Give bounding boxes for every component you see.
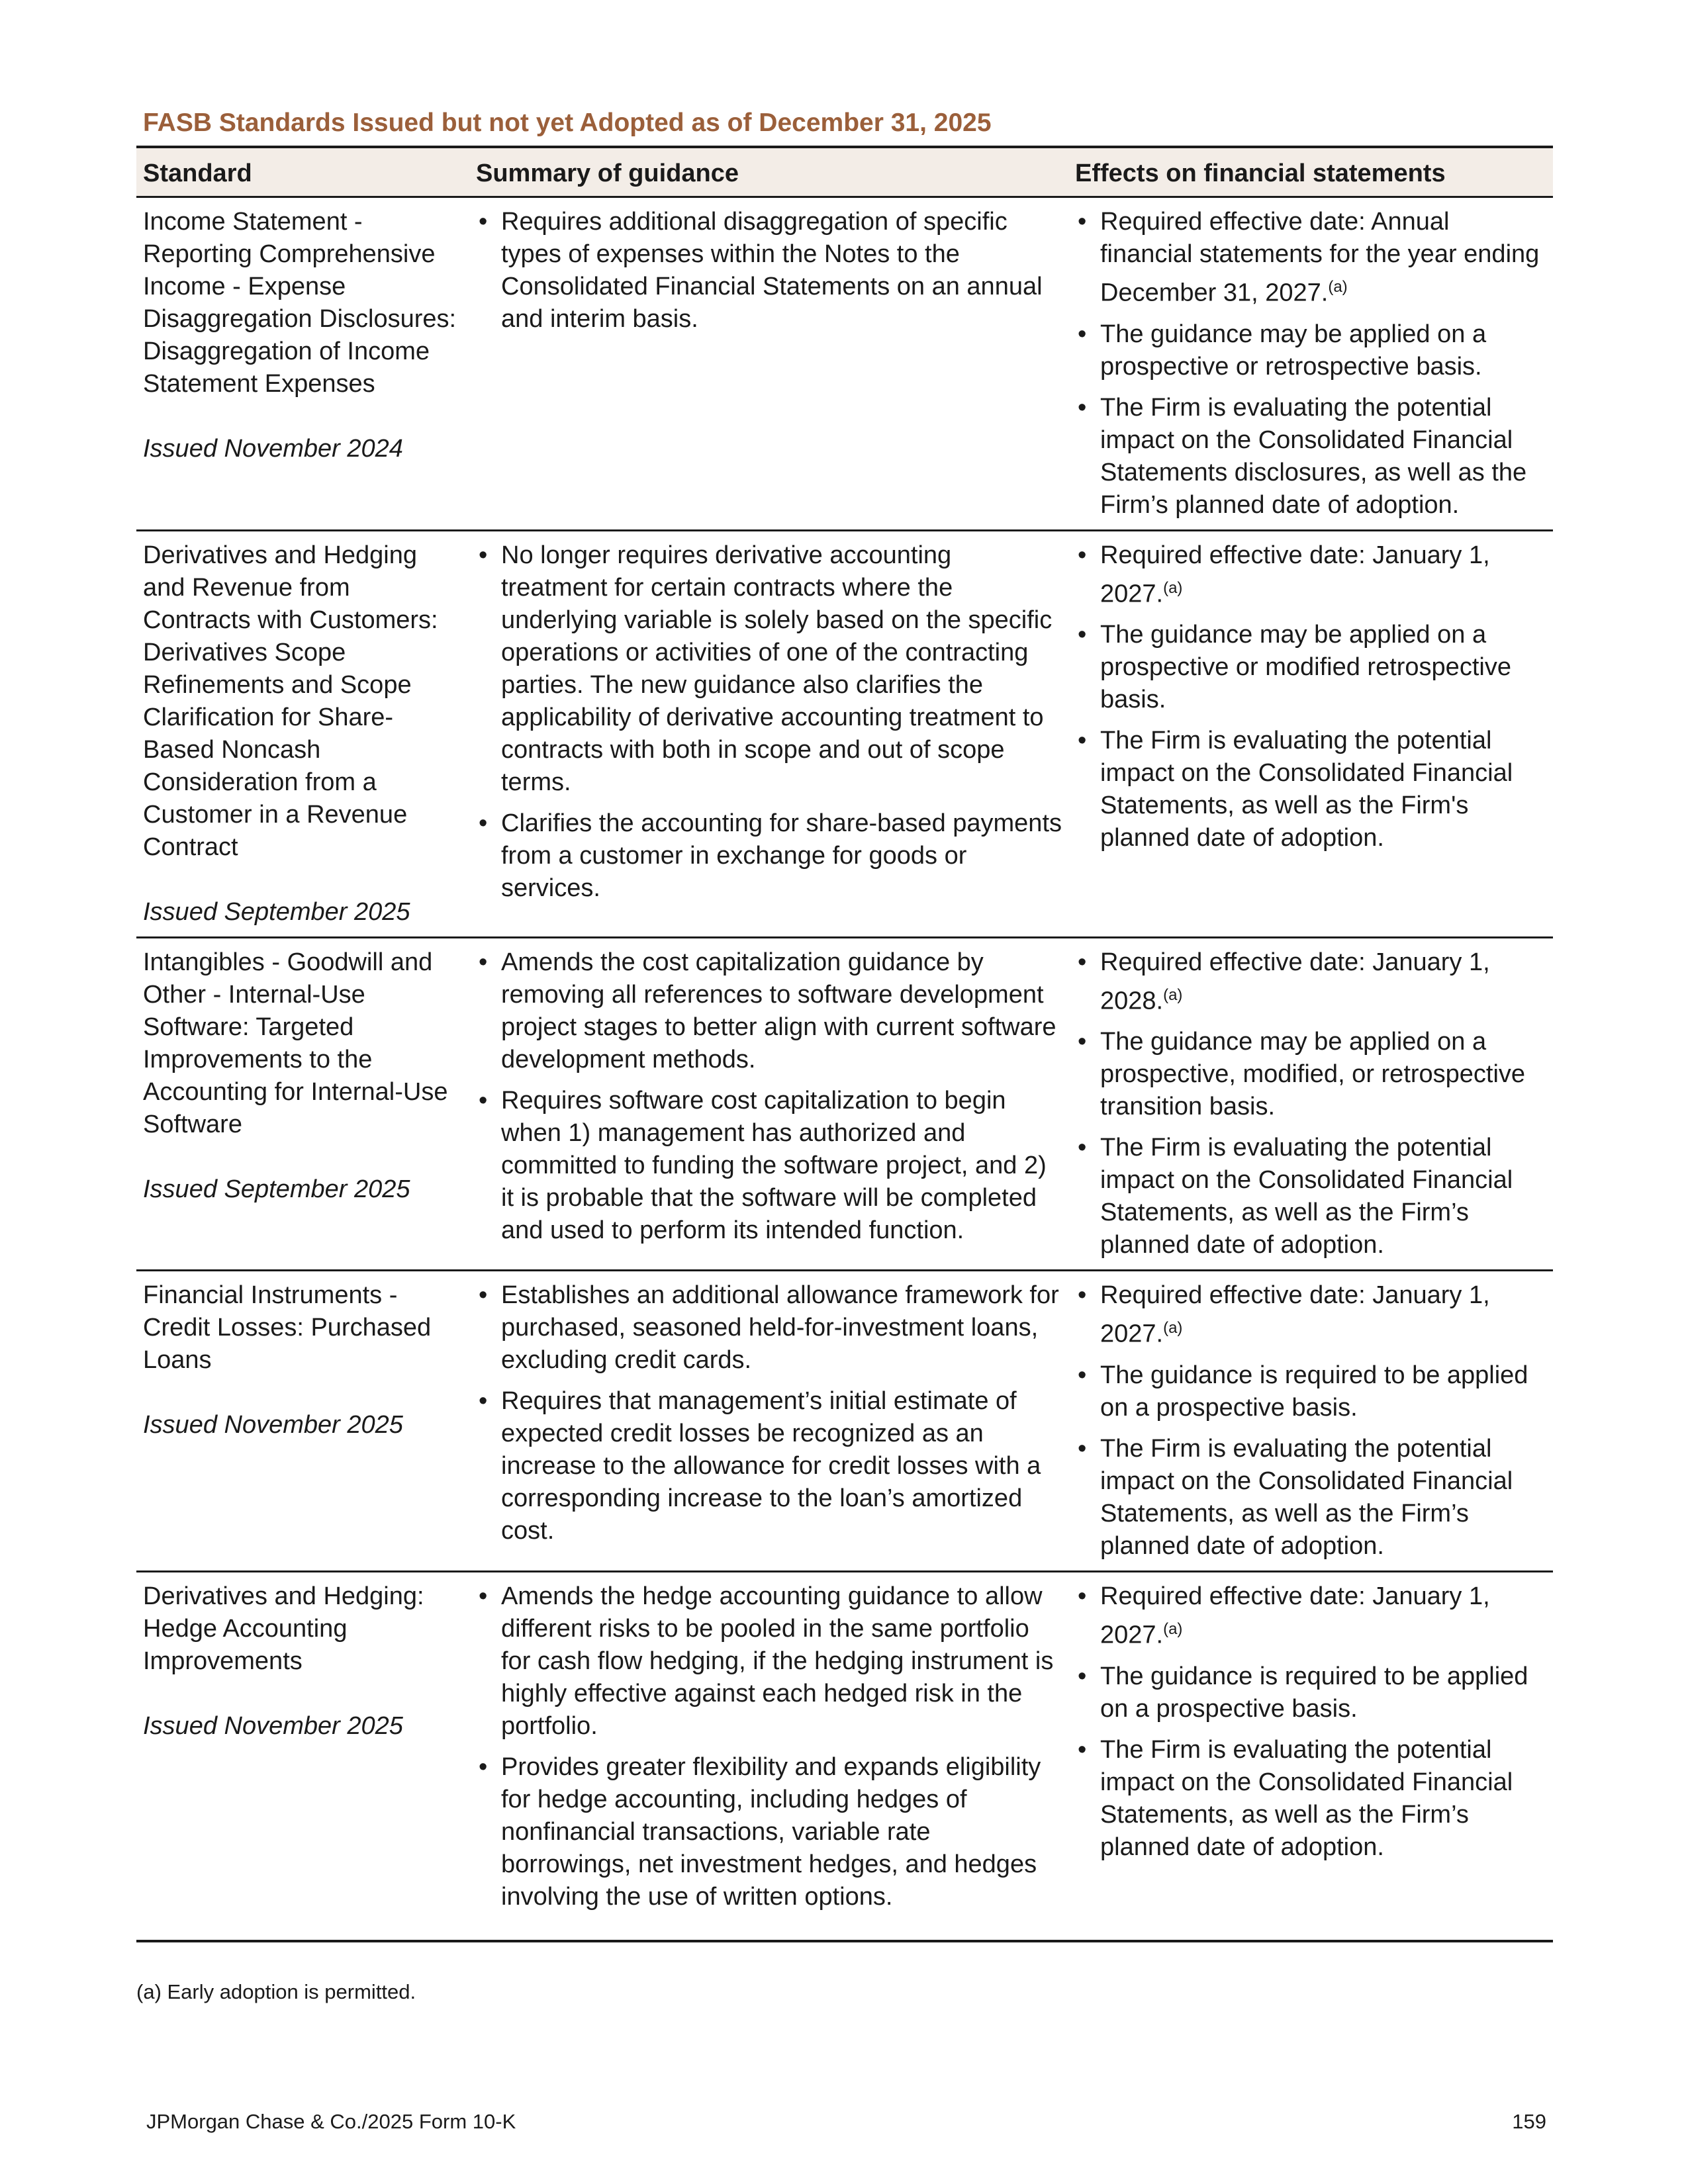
issued-date: Issued November 2025 (143, 1711, 403, 1740)
summary-bullet (476, 1385, 1063, 1547)
standard-name: Derivatives and Hedging and Revenue from Contracts with Customers: Derivatives Scope Refinements and Scope Clarification for Share-Based Noncash Consideration from a Customer in a Revenue Contract (143, 541, 438, 861)
summary-list (476, 206, 1063, 336)
summary-text: Provides greater flexibility and expands eligibility for hedge accounting, including hedges of nonfinancial transactions, variable rate borrowings, net investment hedges, and hedges involving the use of written options. (501, 1752, 1041, 1911)
table-row (136, 1571, 1553, 1941)
effects-cell (1068, 1271, 1553, 1572)
table-header-row (136, 147, 1553, 197)
standard-cell (136, 1571, 469, 1941)
effects-bullet (1075, 1132, 1548, 1261)
summary-text: Requires that management’s initial estimate of expected credit losses be recognized as an increase to the allowance for credit losses with a corresponding increase to the loan’s amortized cost. (501, 1387, 1041, 1545)
summary-text: Requires software cost capitalization to begin when 1) management has authorized and committed to funding the software project, and 2) it is probable that the software will be completed and used to perform its intended function. (501, 1086, 1047, 1244)
table-row (136, 530, 1553, 937)
effects-list (1075, 539, 1548, 855)
effects-bullet (1075, 1734, 1548, 1864)
bullet-icon: • (1078, 1735, 1087, 1764)
effects-text: The Firm is evaluating the potential impact on the Consolidated Financial Statements, as well as the Firm’s planned date of adoption. (1100, 1134, 1513, 1259)
summary-bullet (476, 539, 1063, 799)
footnote-marker: (a) (1163, 578, 1183, 597)
effects-cell (1068, 937, 1553, 1271)
bullet-icon: • (479, 1281, 488, 1310)
bullet-icon: • (1078, 1582, 1087, 1610)
bullet-icon: • (479, 1086, 488, 1115)
effects-bullet (1075, 1661, 1548, 1725)
effects-bullet (1075, 1359, 1548, 1424)
bullet-icon: • (1078, 948, 1087, 976)
effects-text: The Firm is evaluating the potential impact on the Consolidated Financial Statements disclosures, as well as the Firm’s planned date of adoption. (1100, 393, 1527, 519)
summary-bullet (476, 1279, 1063, 1377)
effects-text: Required effective date: Annual financial statements for the year ending December 31, 2027. (1100, 208, 1540, 307)
bullet-icon: • (1078, 1134, 1087, 1162)
bullet-icon: • (1078, 541, 1087, 569)
summary-list (476, 1580, 1063, 1913)
table-row (136, 1271, 1553, 1572)
page-number: 159 (1512, 2110, 1546, 2133)
table-row (136, 937, 1553, 1271)
header-standard: Standard (136, 147, 469, 197)
bullet-icon: • (479, 809, 488, 837)
issued-date: Issued September 2025 (143, 897, 410, 926)
footer-company: JPMorgan Chase & Co./2025 Form 10-K (146, 2110, 516, 2133)
summary-cell (469, 530, 1068, 937)
standard-cell (136, 937, 469, 1271)
header-summary: Summary of guidance (469, 147, 1068, 197)
summary-text: Establishes an additional allowance framework for purchased, seasoned held-for-investment loans, excluding credit cards. (501, 1281, 1059, 1375)
effects-text: Required effective date: January 1, 2027. (1100, 1582, 1490, 1649)
bullet-icon: • (1078, 1662, 1087, 1690)
summary-bullet (476, 1085, 1063, 1247)
standard-name: Derivatives and Hedging: Hedge Accounting Improvements (143, 1582, 424, 1675)
effects-list (1075, 1279, 1548, 1563)
bullet-icon: • (479, 208, 488, 236)
table-row (136, 197, 1553, 531)
effects-cell (1068, 1571, 1553, 1941)
standard-cell (136, 197, 469, 531)
summary-cell (469, 1271, 1068, 1572)
bullet-icon: • (479, 1752, 488, 1781)
effects-text: The guidance is required to be applied on a prospective basis. (1100, 1361, 1528, 1422)
bullet-icon: • (1078, 727, 1087, 755)
effects-text: The guidance may be applied on a prospective or modified retrospective basis. (1100, 621, 1511, 714)
bullet-icon: • (1078, 621, 1087, 649)
effects-list (1075, 1580, 1548, 1864)
issued-date: Issued September 2025 (143, 1175, 410, 1203)
fasb-standards-table (136, 146, 1553, 1942)
summary-text: Amends the hedge accounting guidance to allow different risks to be pooled in the same portfolio for cash flow hedging, if the hedging instrument is highly effective against each hedged risk in the portfolio. (501, 1582, 1054, 1740)
effects-text: The Firm is evaluating the potential impact on the Consolidated Financial Statements, as well as the Firm’s planned date of adoption. (1100, 1735, 1513, 1861)
effects-text: Required effective date: January 1, 2027. (1100, 541, 1490, 608)
bullet-icon: • (1078, 1028, 1087, 1056)
bullet-icon: • (1078, 1361, 1087, 1389)
effects-list (1075, 946, 1548, 1262)
summary-text: No longer requires derivative accounting treatment for certain contracts where the underlying variable is solely based on the specific operations or activities of one of the contracting parties. The new guidance also clarifies the applicability of derivative accounting treatment to contracts with both in scope and out of scope terms. (501, 541, 1053, 796)
table-title: FASB Standards Issued but not yet Adopted as of December 31, 2025 (143, 109, 992, 137)
summary-bullet (476, 1751, 1063, 1913)
footnote-marker: (a) (1163, 1319, 1183, 1338)
effects-bullet (1075, 392, 1548, 522)
footnote-marker: (a) (1328, 278, 1348, 296)
effects-bullet (1075, 1433, 1548, 1563)
standard-name: Intangibles - Goodwill and Other - Internal-Use Software: Targeted Improvements to the Accounting for Internal-Use Software (143, 948, 448, 1138)
summary-text: Requires additional disaggregation of specific types of expenses within the Notes to the Consolidated Financial Statements on an annual and interim basis. (501, 208, 1043, 333)
bullet-icon: • (479, 541, 488, 569)
effects-bullet (1075, 206, 1548, 310)
issued-date: Issued November 2025 (143, 1411, 403, 1439)
effects-text: The guidance may be applied on a prospective, modified, or retrospective transition basis. (1100, 1028, 1526, 1121)
effects-bullet (1075, 946, 1548, 1018)
bullet-icon: • (479, 1387, 488, 1416)
bullet-icon: • (1078, 1434, 1087, 1463)
summary-bullet (476, 1580, 1063, 1743)
effects-text: Required effective date: January 1, 2028. (1100, 948, 1490, 1015)
bullet-icon: • (479, 948, 488, 976)
summary-bullet (476, 946, 1063, 1076)
effects-list (1075, 206, 1548, 522)
summary-list (476, 539, 1063, 905)
summary-cell (469, 1571, 1068, 1941)
effects-text: The Firm is evaluating the potential impact on the Consolidated Financial Statements, as well as the Firm’s planned date of adoption. (1100, 1434, 1513, 1560)
footnote-marker: (a) (1163, 985, 1183, 1004)
effects-bullet (1075, 1026, 1548, 1123)
summary-text: Amends the cost capitalization guidance by removing all references to software development project stages to better align with current software development methods. (501, 948, 1056, 1073)
effects-bullet (1075, 1279, 1548, 1351)
bullet-icon: • (479, 1582, 488, 1610)
header-effects: Effects on financial statements (1068, 147, 1553, 197)
standard-name: Financial Instruments - Credit Losses: Purchased Loans (143, 1281, 432, 1375)
effects-bullet (1075, 725, 1548, 854)
standard-cell (136, 530, 469, 937)
bullet-icon: • (1078, 393, 1087, 422)
effects-text: Required effective date: January 1, 2027. (1100, 1281, 1490, 1348)
effects-cell (1068, 530, 1553, 937)
effects-bullet (1075, 619, 1548, 716)
effects-text: The guidance may be applied on a prospective or retrospective basis. (1100, 320, 1487, 381)
bullet-icon: • (1078, 208, 1087, 236)
bullet-icon: • (1078, 320, 1087, 348)
effects-bullet (1075, 318, 1548, 383)
standard-cell (136, 1271, 469, 1572)
summary-list (476, 1279, 1063, 1547)
summary-bullet (476, 206, 1063, 336)
footnote: (a) Early adoption is permitted. (136, 1980, 416, 2003)
summary-bullet (476, 807, 1063, 905)
footnote-marker: (a) (1163, 1619, 1183, 1638)
effects-text: The guidance is required to be applied on a prospective basis. (1100, 1662, 1528, 1723)
bullet-icon: • (1078, 1281, 1087, 1310)
standard-name: Income Statement - Reporting Comprehensive Income - Expense Disaggregation Disclosures: Disaggregation of Income Statement Expenses (143, 208, 457, 398)
issued-date: Issued November 2024 (143, 435, 403, 463)
effects-bullet (1075, 539, 1548, 611)
summary-text: Clarifies the accounting for share-based payments from a customer in exchange for goods or services. (501, 809, 1062, 902)
effects-cell (1068, 197, 1553, 531)
summary-list (476, 946, 1063, 1247)
summary-cell (469, 197, 1068, 531)
summary-cell (469, 937, 1068, 1271)
effects-bullet (1075, 1580, 1548, 1652)
effects-text: The Firm is evaluating the potential impact on the Consolidated Financial Statements, as well as the Firm's planned date of adoption. (1100, 727, 1513, 852)
